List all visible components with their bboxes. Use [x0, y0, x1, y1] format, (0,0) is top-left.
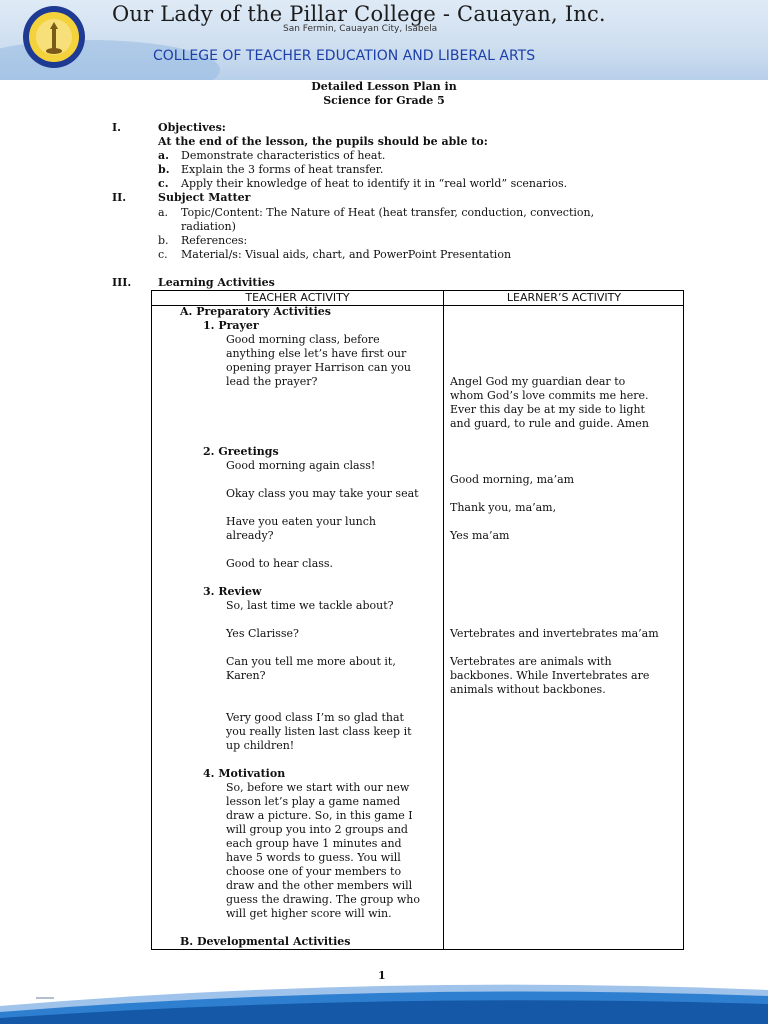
subject-matter-item: Topic/Content: The Nature of Heat (heat transfer, conduction, convection,	[181, 206, 595, 219]
teacher-line: guess the drawing. The group who	[226, 893, 420, 906]
teacher-line: will group you into 2 groups and	[226, 823, 408, 836]
teacher-line: anything else let’s have first our	[226, 347, 407, 360]
teacher-line: up children!	[226, 739, 295, 752]
learner-line: and guard, to rule and guide. Amen	[450, 417, 649, 430]
teacher-line: choose one of your members to	[226, 865, 402, 878]
document-title-line2: Science for Grade 5	[323, 94, 445, 107]
section-numeral: I.	[112, 121, 121, 134]
section-numeral: II.	[112, 191, 127, 204]
section-heading-learning-activities: Learning Activities	[158, 276, 275, 289]
objective-item: Demonstrate characteristics of heat.	[181, 149, 386, 162]
list-marker: a.	[158, 149, 169, 162]
learner-line: Vertebrates and invertebrates ma’am	[450, 627, 659, 640]
teacher-line: So, last time we tackle about?	[226, 599, 394, 612]
learner-line: backbones. While Invertebrates are	[450, 669, 650, 682]
table-column-divider	[443, 291, 444, 949]
learner-line: Vertebrates are animals with	[450, 655, 612, 668]
subsection-heading: B. Developmental Activities	[180, 935, 351, 948]
college-name: Our Lady of the Pillar College - Cauayan, Inc.	[112, 2, 606, 26]
objective-item: Explain the 3 forms of heat transfer.	[181, 163, 384, 176]
learner-line: whom God’s love commits me here.	[450, 389, 649, 402]
subsection-heading: A. Preparatory Activities	[180, 305, 331, 318]
list-marker: b.	[158, 163, 170, 176]
college-address: San Fermin, Cauayan City, Isabela	[283, 24, 438, 34]
teacher-line: Good morning again class!	[226, 459, 376, 472]
list-marker: a.	[158, 206, 169, 219]
list-marker: c.	[158, 177, 169, 190]
college-department: COLLEGE OF TEACHER EDUCATION AND LIBERAL ARTS	[153, 48, 536, 64]
activity-heading-prayer: 1. Prayer	[203, 319, 259, 332]
footer-wave-decoration	[0, 976, 768, 1024]
teacher-line: So, before we start with our new	[226, 781, 410, 794]
teacher-line: lesson let’s play a game named	[226, 795, 401, 808]
list-marker: c.	[158, 248, 168, 261]
objectives-intro: At the end of the lesson, the pupils should be able to:	[158, 135, 488, 148]
learner-line: Good morning, ma’am	[450, 473, 575, 486]
teacher-line: Yes Clarisse?	[226, 627, 299, 640]
college-seal-icon	[22, 5, 86, 69]
learner-line: animals without backbones.	[450, 683, 606, 696]
section-heading-subject-matter: Subject Matter	[158, 191, 251, 204]
learner-line: Yes ma’am	[450, 529, 510, 542]
list-marker: b.	[158, 234, 169, 247]
teacher-line: Karen?	[226, 669, 266, 682]
activity-heading-greetings: 2. Greetings	[203, 445, 279, 458]
teacher-line: draw and the other members will	[226, 879, 413, 892]
teacher-line: each group have 1 minutes and	[226, 837, 402, 850]
learner-line: Thank you, ma’am,	[450, 501, 557, 514]
objective-item: Apply their knowledge of heat to identify it in “real world” scenarios.	[181, 177, 568, 190]
table-header-teacher: TEACHER ACTIVITY	[245, 291, 350, 304]
activity-heading-motivation: 4. Motivation	[203, 767, 286, 780]
teacher-line: opening prayer Harrison can you	[226, 361, 411, 374]
teacher-line: Good morning class, before	[226, 333, 380, 346]
subject-matter-item-continued: radiation)	[181, 220, 236, 233]
teacher-line: Have you eaten your lunch	[226, 515, 376, 528]
subject-matter-item: References:	[181, 234, 248, 247]
document-title-line1: Detailed Lesson Plan in	[311, 80, 457, 93]
section-heading-objectives: Objectives:	[158, 121, 226, 134]
page-number: 1	[378, 969, 386, 982]
table-header-learner: LEARNER’S ACTIVITY	[506, 291, 622, 304]
teacher-line: you really listen last class keep it	[226, 725, 412, 738]
learner-line: Ever this day be at my side to light	[450, 403, 645, 416]
subject-matter-item: Material/s: Visual aids, chart, and PowerPoint Presentation	[181, 248, 512, 261]
teacher-line: will get higher score will win.	[226, 907, 392, 920]
section-numeral: III.	[112, 276, 132, 289]
teacher-line: already?	[226, 529, 274, 542]
teacher-line: have 5 words to guess. You will	[226, 851, 401, 864]
teacher-line: Can you tell me more about it,	[226, 655, 396, 668]
teacher-line: Very good class I’m so glad that	[226, 711, 404, 724]
header-banner	[0, 0, 768, 80]
activity-heading-review: 3. Review	[203, 585, 262, 598]
teacher-line: Good to hear class.	[226, 557, 334, 570]
teacher-line: draw a picture. So, in this game I	[226, 809, 413, 822]
teacher-line: Okay class you may take your seat	[226, 487, 419, 500]
teacher-line: lead the prayer?	[226, 375, 318, 388]
learner-line: Angel God my guardian dear to	[450, 375, 626, 388]
